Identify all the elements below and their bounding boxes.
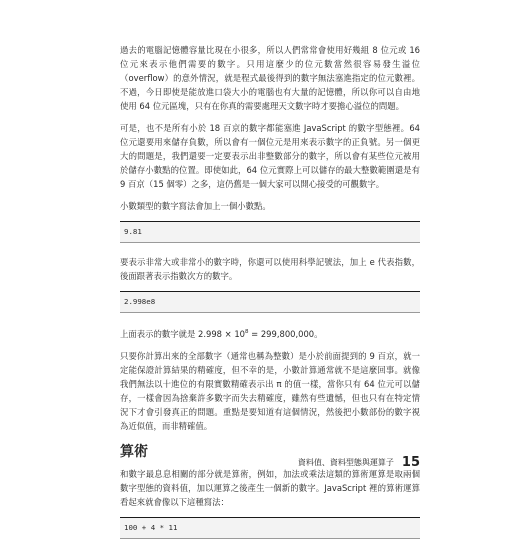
page-number: 15 [401,455,420,470]
paragraph: 只要你計算出來的全部數字（通常也稱為整數）是小於前面提到的 9 百京，就一定能保證計算結果的精確度，但不幸的是，小數計算通常就不是這麼回事。就像我們無法以十進位的有限實數精確表示出 π 的值一樣，當你只有 64 位元可以儲存，一樣會因為捨棄許多數字而失去精確度，雖然有些遺憾，但也只有在特定情況下才會引發真正的問題。重點是要知道有這個情況，然後把小數部份的數字視為近似值，而非精確值。 [120,350,420,431]
paragraph: 要表示非常大或非常小的數字時，你還可以使用科學記號法，加上 e 代表指數，後面跟著表示指數次方的數字。 [120,257,420,281]
formula-prefix: 上面表示的數字就是 2.998 × 10 [120,328,246,339]
formula-suffix: = 299,800,000。 [248,328,323,339]
formula-exponent: 8 [245,329,249,335]
paragraph-formula [120,325,420,341]
page-footer [120,455,420,470]
paragraph: 和數字最息息相關的部分就是算術，例如，加法或乘法這類的算術運算是取兩個數字型態的資料值，加以運算之後產生一個新的數字。JavaScript 裡的算術運算看起來就會像以下這種寫法： [120,468,420,507]
code-block: 2.998e8 [120,291,420,313]
section-heading: 算術 [120,443,148,460]
chapter-title: 資料值、資料型態與運算子 [297,458,394,467]
code-block: 100 + 4 * 11 [120,517,420,539]
paragraph: 可是，也不是所有小於 18 百京的數字都能塞進 JavaScript 的數字型態裡。64 位元還要用來儲存負數，所以會有一個位元是用來表示數字的正負號。另一個更大的問題是，我們還要一定要表示出非整數部分的數字，所以會有某些位元被用於儲存小數點的位置。即使如此，64 位元實際上可以儲存的最大整數範圍還是有 9 百京（15 個零）之多，這仍舊是一個大家可以開心接受的可觀數字。 [120,123,420,189]
code-block: 9.81 [120,221,420,243]
paragraph: 過去的電腦記憶體容量比現在小很多，所以人們常常會使用好幾組 8 位元或 16 位元來表示他們需要的數字。只用這麼少的位元數當然很容易發生溢位（overflow）的意外情況，就是程式最後得到的數字無法塞進指定的位元數裡。不過，今日即使是能放進口袋大小的電腦也有大量的記憶體，所以你可以自由地使用 64 位元區塊，只有在你真的需要處理天文數字時才要擔心溢位的問題。 [120,45,420,111]
paragraph: 小數類型的數字寫法會加上一個小數點。 [120,201,271,211]
